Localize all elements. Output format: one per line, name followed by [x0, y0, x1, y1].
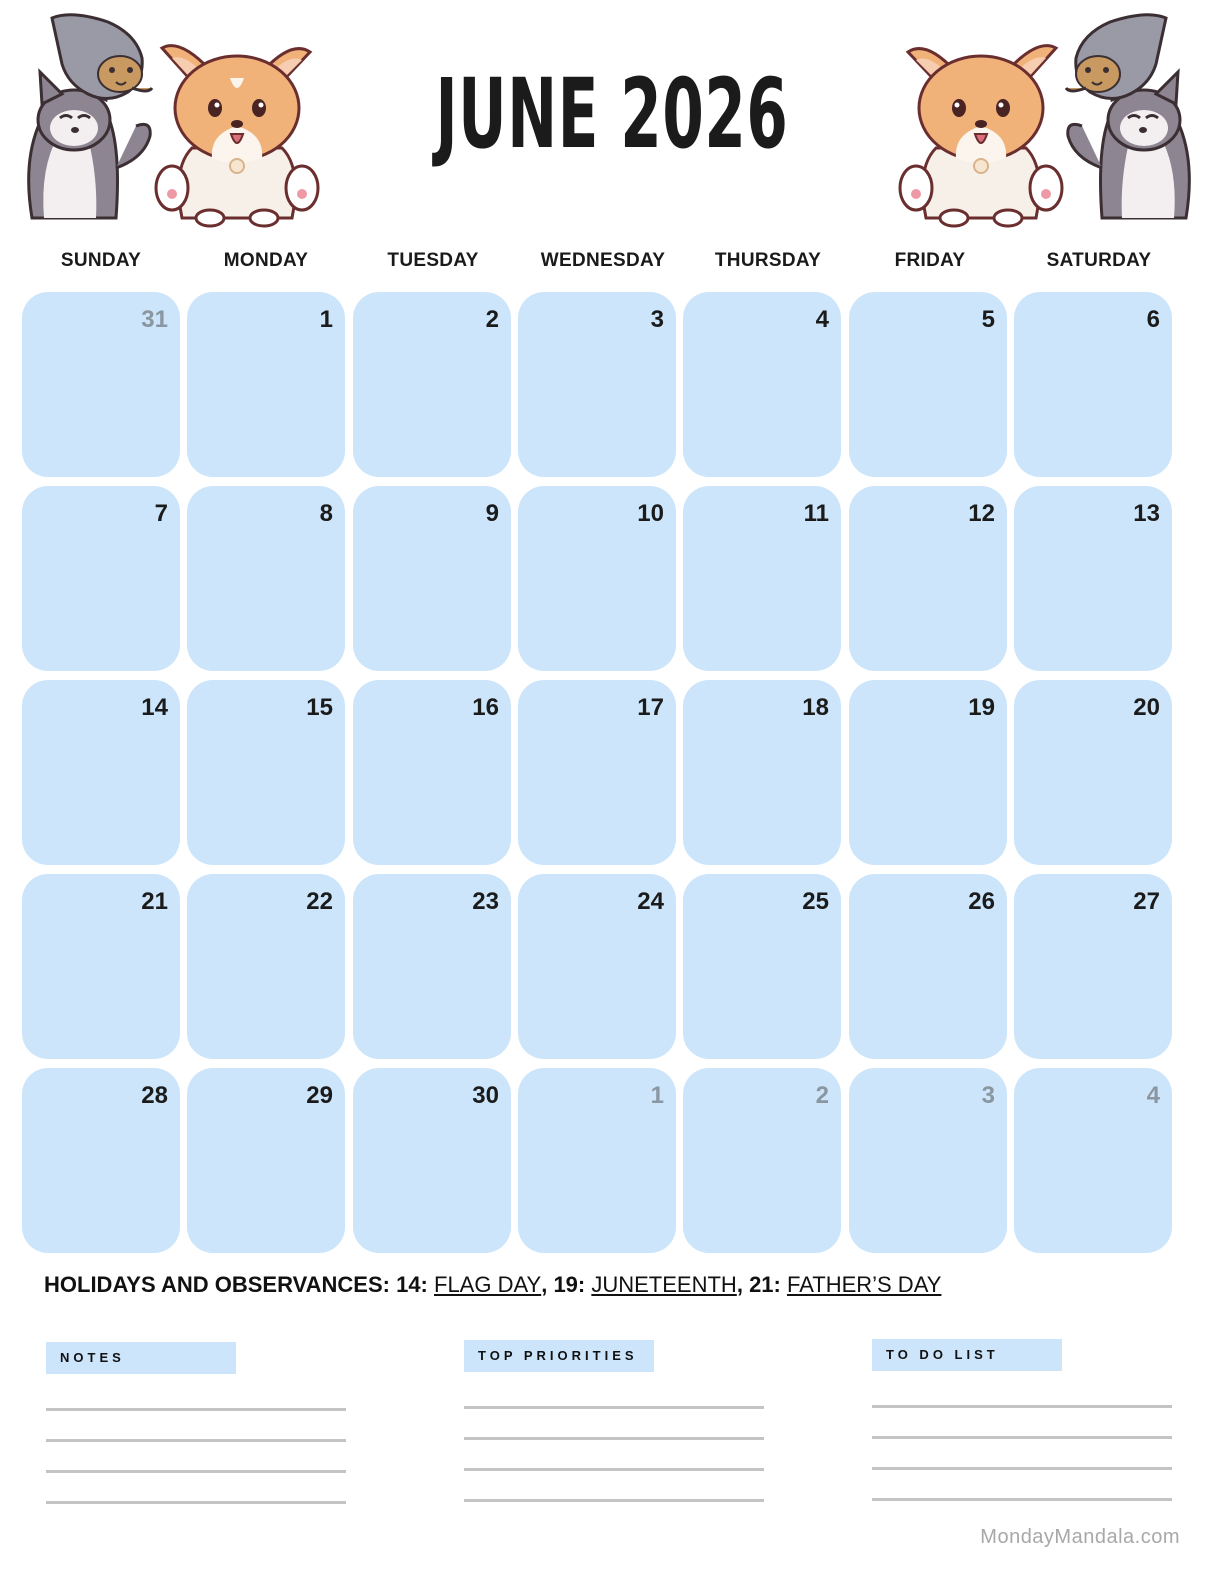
day-number: 18 [802, 694, 829, 721]
day-number: 1 [319, 306, 333, 333]
day-cell[interactable] [1014, 486, 1172, 671]
day-number: 21 [141, 888, 168, 915]
day-cell[interactable] [683, 1068, 841, 1253]
holiday-separator: , [736, 1272, 743, 1297]
day-number: 24 [637, 888, 664, 915]
holiday-date: 21: [749, 1272, 781, 1297]
weekday-wednesday: WEDNESDAY [540, 250, 666, 271]
day-cell[interactable] [187, 292, 345, 477]
day-cell[interactable] [22, 874, 180, 1059]
day-number: 2 [485, 306, 499, 333]
day-number: 8 [319, 500, 333, 527]
notes-section [46, 1342, 346, 1504]
weekday-sunday: SUNDAY [60, 250, 142, 271]
adjacent-month-day-number: 3 [981, 1082, 995, 1109]
day-number: 14 [141, 694, 168, 721]
day-cell[interactable] [518, 874, 676, 1059]
day-number: 19 [968, 694, 995, 721]
holiday-date: 19: [553, 1272, 586, 1297]
holidays-label: HOLIDAYS AND OBSERVANCES: [44, 1272, 390, 1297]
day-cell[interactable] [849, 486, 1007, 671]
holiday-fathers-day: FATHER’S DAY [786, 1272, 942, 1297]
day-number: 6 [1146, 306, 1160, 333]
todo-line[interactable] [872, 1467, 1172, 1470]
day-cell[interactable] [518, 292, 676, 477]
day-number: 12 [968, 500, 995, 527]
priorities-line[interactable] [464, 1437, 764, 1440]
notes-line[interactable] [46, 1439, 346, 1442]
day-number: 4 [815, 306, 829, 333]
yorkie-icon [1066, 15, 1166, 99]
holiday-date: 14: [396, 1272, 428, 1297]
day-cell[interactable] [22, 486, 180, 671]
day-number: 13 [1133, 500, 1160, 527]
todo-list-section [872, 1339, 1172, 1501]
priorities-line[interactable] [464, 1468, 764, 1471]
day-cell[interactable] [1014, 680, 1172, 865]
holiday-flag-day: FLAG DAY [434, 1272, 542, 1297]
day-number: 20 [1133, 694, 1160, 721]
day-cell[interactable] [353, 874, 511, 1059]
day-number: 28 [141, 1082, 168, 1109]
day-cell[interactable] [187, 486, 345, 671]
day-cell[interactable] [849, 680, 1007, 865]
day-cell[interactable] [683, 874, 841, 1059]
todo-line[interactable] [872, 1405, 1172, 1408]
notes-line[interactable] [46, 1501, 346, 1504]
weekday-friday: FRIDAY [894, 250, 966, 271]
day-number: 29 [306, 1082, 333, 1109]
notes-line[interactable] [46, 1470, 346, 1473]
day-number: 25 [802, 888, 829, 915]
adjacent-month-day-number: 2 [815, 1082, 829, 1109]
holiday-separator: , [541, 1272, 548, 1297]
day-cell[interactable] [518, 680, 676, 865]
day-cell[interactable] [849, 1068, 1007, 1253]
day-number: 11 [803, 500, 829, 527]
day-number: 16 [472, 694, 499, 721]
adjacent-month-day-number: 4 [1146, 1082, 1160, 1109]
day-cell[interactable] [1014, 1068, 1172, 1253]
adjacent-month-day-number: 1 [650, 1082, 664, 1109]
todo-list-heading: TO DO LIST [872, 1339, 1062, 1371]
day-number: 7 [154, 500, 168, 527]
day-cell[interactable] [187, 1068, 345, 1253]
day-cell[interactable] [22, 292, 180, 477]
notes-line[interactable] [46, 1408, 346, 1411]
day-cell[interactable] [518, 486, 676, 671]
weekday-tuesday: TUESDAY [387, 250, 479, 271]
day-number: 17 [637, 694, 664, 721]
day-number: 5 [981, 306, 995, 333]
day-cell[interactable] [683, 680, 841, 865]
day-number: 15 [306, 694, 333, 721]
day-cell[interactable] [1014, 292, 1172, 477]
adjacent-month-day-number: 31 [141, 306, 168, 333]
day-cell[interactable] [353, 292, 511, 477]
day-cell[interactable] [518, 1068, 676, 1253]
day-cell[interactable] [683, 292, 841, 477]
top-priorities-section [464, 1340, 764, 1502]
top-priorities-heading: TOP PRIORITIES [464, 1340, 654, 1372]
calendar-grid [22, 292, 1192, 1258]
yorkie-icon [52, 15, 152, 99]
day-number: 27 [1133, 888, 1160, 915]
day-cell[interactable] [353, 486, 511, 671]
day-cell[interactable] [1014, 874, 1172, 1059]
day-number: 3 [650, 306, 664, 333]
day-cell[interactable] [22, 680, 180, 865]
day-number: 23 [472, 888, 499, 915]
day-cell[interactable] [187, 874, 345, 1059]
day-cell[interactable] [22, 1068, 180, 1253]
day-cell[interactable] [353, 1068, 511, 1253]
day-number: 26 [968, 888, 995, 915]
day-cell[interactable] [187, 680, 345, 865]
weekday-header-row [22, 250, 1192, 278]
day-number: 9 [485, 500, 499, 527]
calendar-title: JUNE 2026 [435, 58, 789, 170]
todo-line[interactable] [872, 1498, 1172, 1501]
day-number: 30 [472, 1082, 499, 1109]
todo-line[interactable] [872, 1436, 1172, 1439]
day-cell[interactable] [353, 680, 511, 865]
day-cell[interactable] [849, 874, 1007, 1059]
site-watermark: MondayMandala.com [980, 1526, 1180, 1548]
holiday-juneteenth: JUNETEENTH [591, 1272, 737, 1297]
priorities-line[interactable] [464, 1499, 764, 1502]
holidays-line [44, 1272, 941, 1298]
day-cell[interactable] [683, 486, 841, 671]
weekday-saturday: SATURDAY [1046, 250, 1152, 271]
weekday-monday: MONDAY [223, 250, 309, 271]
day-cell[interactable] [849, 292, 1007, 477]
notes-heading: NOTES [46, 1342, 236, 1374]
priorities-line[interactable] [464, 1406, 764, 1409]
day-number: 10 [637, 500, 664, 527]
day-number: 22 [306, 888, 333, 915]
weekday-thursday: THURSDAY [714, 250, 822, 271]
